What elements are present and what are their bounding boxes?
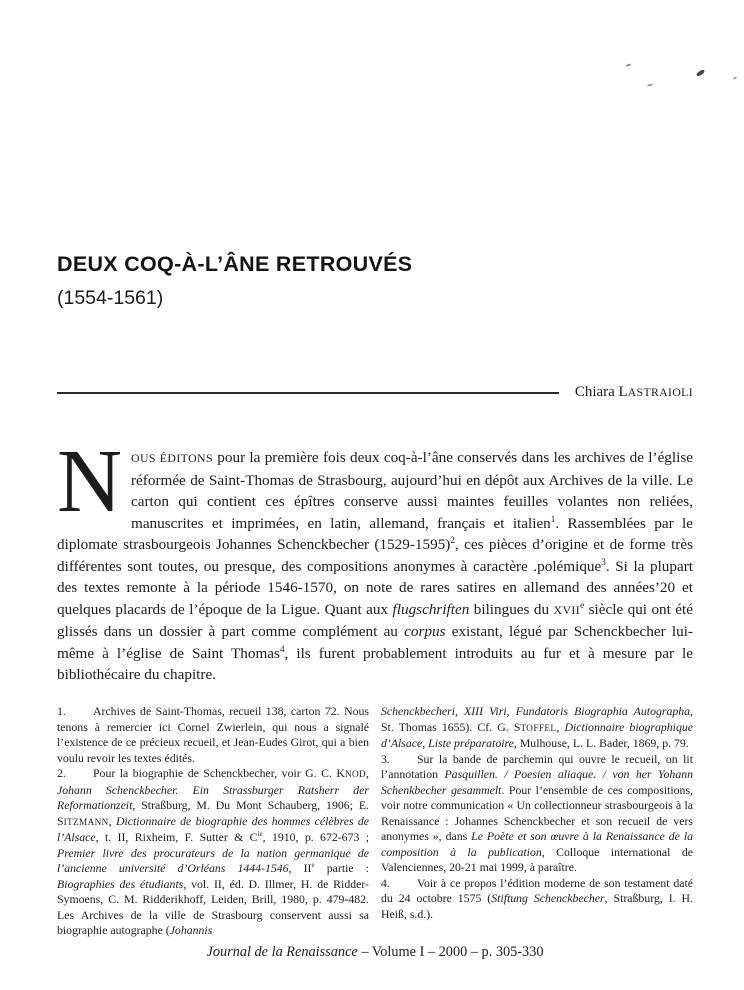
author-name: Chiara LASTRAIOLI bbox=[574, 384, 693, 400]
scan-artifact bbox=[696, 69, 706, 77]
footnote-4-number: 4. bbox=[381, 875, 390, 890]
article-title: DEUX COQ-À-L’ÂNE RETROUVÉS bbox=[57, 252, 413, 276]
footnote-2 bbox=[57, 766, 369, 939]
article-body bbox=[57, 432, 694, 686]
footnote-4-text: Voir à ce propos l’édition moderne de son testament daté du 24 octobre 1575 (Stiftung Schenckbecher, Straßburg, I. H. Heiß, s.d.). bbox=[381, 875, 694, 921]
article-header bbox=[57, 252, 412, 310]
scan-artifact bbox=[647, 83, 653, 86]
footnote-3-number: 3. bbox=[381, 751, 390, 766]
footnotes-section bbox=[57, 704, 693, 939]
footnote-1-text: Archives de Saint-Thomas, recueil 138, carton 72. Nous tenons à remercier ici Cornel Zwierlein, qui nous a signalé l’existence de ce précieux recueil, et Jean-Eudes Girot, qui a bien voulu revoir les textes édités. bbox=[57, 704, 369, 765]
footnote-1 bbox=[57, 704, 369, 766]
footnotes-right-column bbox=[381, 704, 693, 939]
footnote-2-text: Pour la biographie de Schenckbecher, voir G. C. KNOD, Johann Schenckbecher. Ein Strassburger Ratsherr der Reformationzeit, Straßburg, M. Du Mont Schauberg, 1906; E. SITZMANN, Dictionnaire de biographie des hommes célèbres de l’Alsace, t. II, Rixheim, F. Sutter & $C^{ie}$, 1910, p. 672-673 ; Premier livre des procurateurs de la nation germanique de l’ancienne université d’Orléans 1444-1546, IIe partie : Biographies des étudiants, vol. II, éd. D. Illmer, H. de Ridder-Symoens, C. M. Ridderikhoff, Leiden, Brill, 1980, p. 479-482. Les Archives de la ville de Strasbourg conservent aussi sa biographie autographe (Johannis bbox=[57, 766, 370, 937]
footnote-2-continuation-text: Schenckbecheri, XIII Viri, Fundatoris Biographia Autographa, St. Thomas 1655). Cf. G. STOFFEL, Dictionnaire biographique d’Alsace, Liste préparatoire, Mulhouse, L. L. Bader, 1869, p. 79. bbox=[381, 704, 693, 750]
running-footer: Journal de la Renaissance – Volume I – 2000 – p. 305-330 bbox=[206, 944, 544, 960]
footnote-3 bbox=[381, 752, 693, 876]
footnote-1-number: 1. bbox=[57, 704, 66, 718]
article-subtitle: (1554-1561) bbox=[57, 287, 164, 309]
byline-rule bbox=[57, 392, 559, 394]
footnote-2-continuation bbox=[381, 704, 693, 752]
footnote-2-number: 2. bbox=[57, 766, 66, 780]
opening-paragraph-text: OUS ÉDITONS pour la première fois deux coq-à-l’âne conservés dans les archives de l’église réformée de Saint-Thomas de Strasbourg, aujourd’hui en dépôt aux Archives de la ville. Le carton qui contient ces épîtres conserve aussi maintes feuilles volantes non reliées, manuscrites et imprimées, en latin, allemand, français et italien$^1$. Rassemblées par le diplomate strasbourgeois Johannes Schenckbecher (1529-1595)$^2$, ces pièces d’origine et de forme très différentes sont toutes, ou presque, des compositions anonymes à caractère .polémique$^3$. Si la plupart des textes remonte à la période 1546-1570, on note de rares satires en allemand des années’20 et quelques placards de l’époque de la Ligue. Quant aux flugschriften bilingues du XVIIe siècle qui ont été glissés dans un dossier à part comme complément au corpus existant, légué par Schenckbecher lui-même à l’église de Saint Thomas$^4$, ils furent probablement introduits au fur et à mesure par le bibliothécaire du chapitre. bbox=[57, 449, 694, 683]
drop-cap: N bbox=[57, 432, 122, 531]
footnote-4 bbox=[381, 876, 693, 923]
opening-paragraph bbox=[57, 432, 694, 686]
scan-artifact bbox=[733, 76, 737, 80]
byline bbox=[57, 384, 693, 401]
scan-artifact bbox=[626, 63, 631, 67]
footnote-3-text: Sur la bande de parchemin qui ouvre le recueil, on lit l’annotation Pasquillen. / Poesien aliaque. / von her Yohann Schenkbecher gesammelt. Pour l’ensemble de ces compositions, voir notre communication « Un collectionneur strasbourgeois à la Renaissance : Johannes Schenckbecher et son recueil de vers anonymes », dans Le Poète et son œuvre à la Renaissance de la composition à la publication, Colloque international de Valenciennes, 20-21 mai 1999, à paraître. bbox=[381, 751, 694, 874]
footnotes-left-column bbox=[57, 704, 369, 939]
